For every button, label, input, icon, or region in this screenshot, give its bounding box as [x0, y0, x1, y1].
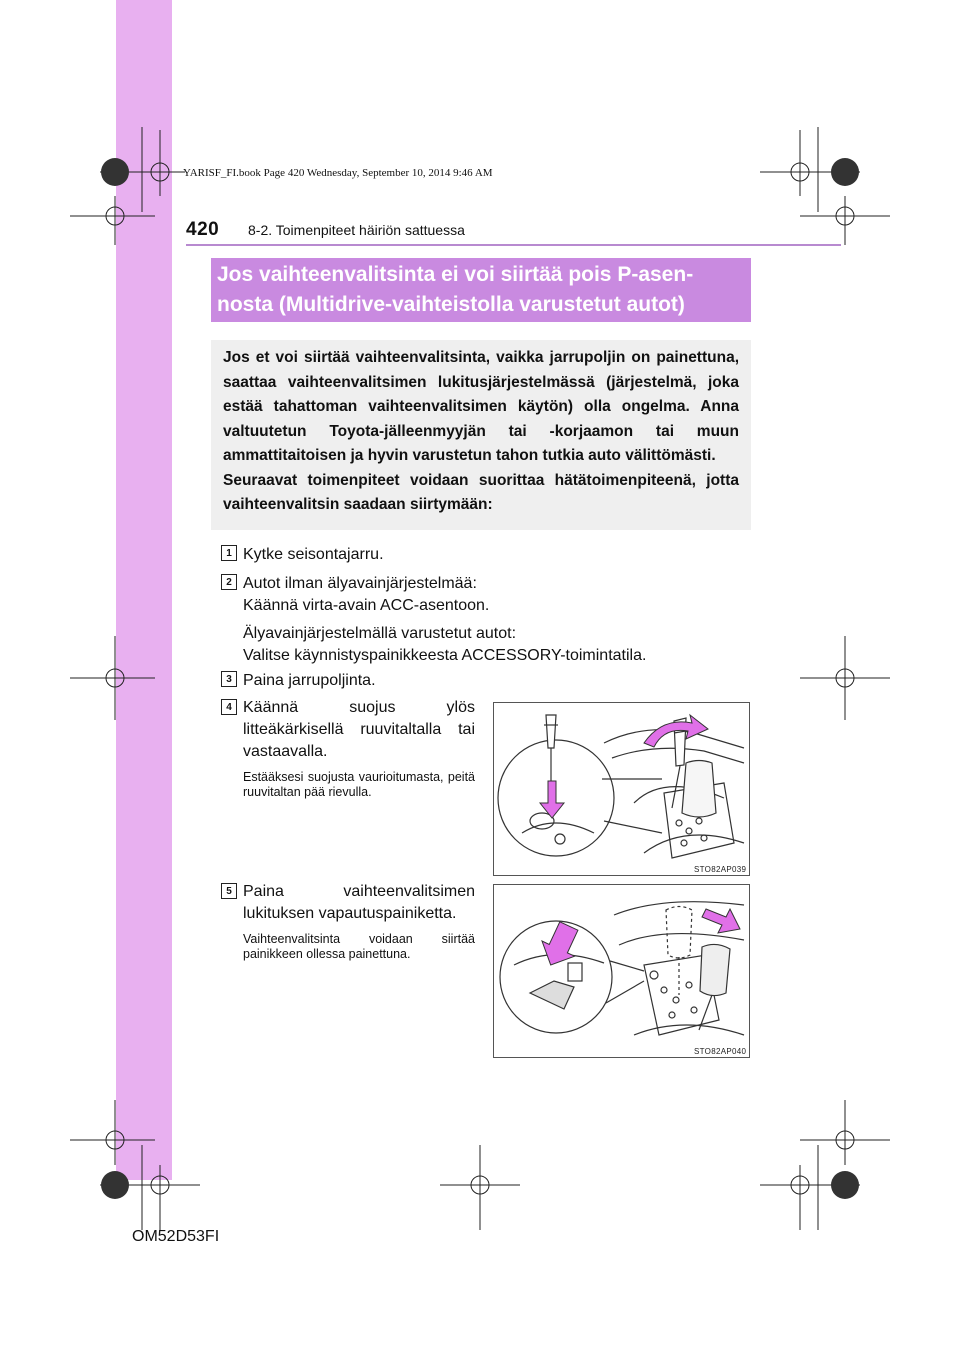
figure-screwdriver-cover: [493, 702, 750, 876]
figure-1-caption: STO82AP039: [694, 865, 747, 874]
header-rule: [186, 244, 841, 246]
intro-box: [211, 340, 751, 530]
step-4-note: Estääksesi suojusta vaurioitumasta, peitä ruuvitaltan pää rievulla.: [243, 770, 475, 799]
page-number: 420: [186, 219, 220, 240]
step-4-text: Käännä suojus ylös litteäkärkisellä ruuvitaltalla tai vastaavalla.: [243, 699, 475, 760]
step-2-line-3: Älyavainjärjestelmällä varustetut autot:: [243, 625, 517, 642]
file-info: YARISF_FI.book Page 420 Wednesday, September 10, 2014 9:46 AM: [183, 167, 493, 179]
step-number-5: 5: [221, 883, 237, 899]
step-number-1: 1: [221, 545, 237, 561]
step-5-text: Paina vaihteenvalitsimen lukituksen vapautuspainiketta.: [243, 883, 475, 922]
footer-code: OM52D53FI: [132, 1228, 220, 1245]
step-2-line-2: Käännä virta-avain ACC-asentoon.: [243, 597, 490, 614]
shift-arrow-icon: [702, 909, 740, 933]
title-line-1: Jos vaihteenvalitsinta ei voi siirtää pois P-asen-: [217, 263, 694, 286]
step-number-3: 3: [221, 671, 237, 687]
section-title: 8-2. Toimenpiteet häiriön sattuessa: [248, 222, 465, 238]
figure-2-caption: STO82AP040: [694, 1047, 747, 1056]
step-number-2: 2: [221, 574, 237, 590]
title-line-2: nosta (Multidrive-vaihteistolla varustetut autot): [217, 293, 685, 316]
page-title: [211, 258, 751, 322]
press-arrow-icon: [540, 781, 564, 818]
screwdriver-illustration: [494, 703, 749, 875]
step-3-text: Paina jarrupoljinta.: [243, 672, 376, 689]
intro-paragraph-2: Seuraavat toimenpiteet voidaan suorittaa hätätoimenpiteenä, jotta vaihteenvalitsin saadaan siirtymään:: [223, 471, 739, 513]
step-number-4: 4: [221, 699, 237, 715]
step-2-line-1: Autot ilman älyavainjärjestelmää:: [243, 575, 477, 592]
step-5-note: Vaihteenvalitsinta voidaan siirtää painikkeen ollessa painettuna.: [243, 932, 475, 961]
release-button-illustration: [494, 885, 749, 1057]
figure-release-button: [493, 884, 750, 1058]
step-1-text: Kytke seisontajarru.: [243, 546, 384, 563]
step-2-line-4: Valitse käynnistyspainikkeesta ACCESSORY-toimintatila.: [243, 647, 647, 664]
intro-paragraph-1: Jos et voi siirtää vaihteenvalitsinta, vaikka jarrupoljin on painettuna, saattaa vaihteenvalitsimen lukitusjärjestelmässä (järjestelmä, joka estää tahattoman vaihteenvalitsimen käytön) olla ongelma. Anna valtuutetun Toyota-jälleenmyyjän tai -korjaamon tai muun ammattitaitoisen ja hyvin varustetun tahon tutkia auto välittömästi.: [223, 349, 739, 464]
